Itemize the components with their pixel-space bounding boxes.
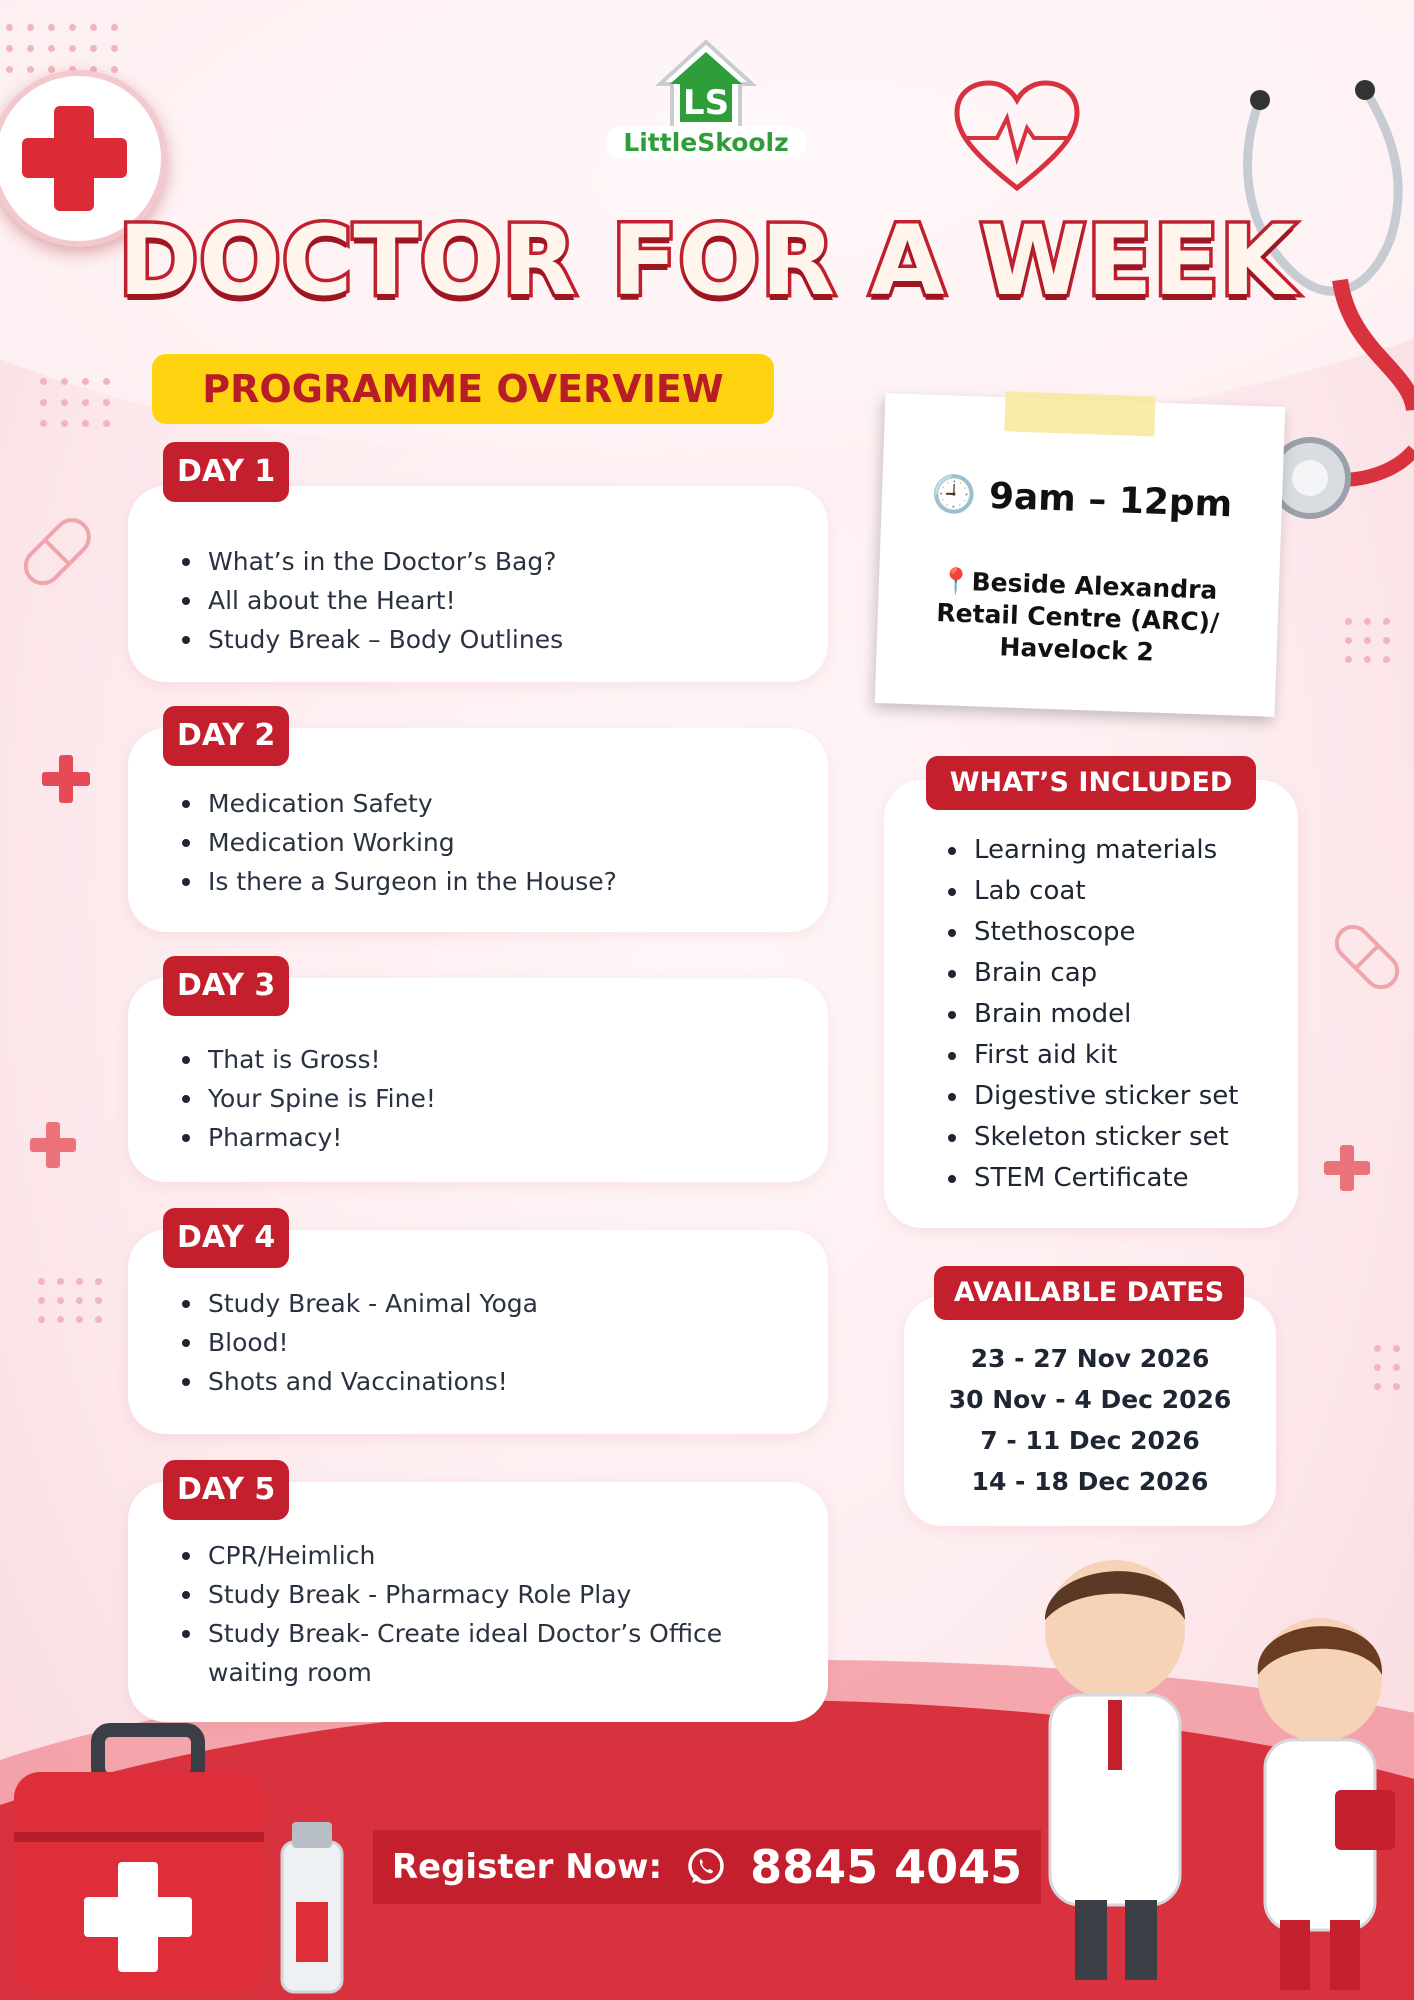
available-dates-heading: AVAILABLE DATES: [934, 1266, 1244, 1320]
dot-pattern: [38, 1278, 102, 1323]
list-item: Lab coat: [974, 871, 1298, 912]
list-item: First aid kit: [974, 1035, 1298, 1076]
list-item: Pharmacy!: [208, 1118, 828, 1157]
phone-number[interactable]: 8845 4045: [750, 1840, 1023, 1894]
session-location: 📍Beside Alexandra Retail Centre (ARC)/ Havelock 2: [935, 566, 1220, 667]
list-item: Brain cap: [974, 953, 1298, 994]
list-item: Digestive sticker set: [974, 1076, 1298, 1117]
list-item: Skeleton sticker set: [974, 1117, 1298, 1158]
list-item: That is Gross!: [208, 1040, 828, 1079]
dot-pattern: [6, 24, 118, 73]
register-label: Register Now:: [391, 1847, 663, 1887]
list-item: Blood!: [208, 1323, 828, 1362]
logo-mark: LS: [682, 83, 730, 123]
littleskoolz-logo: [606, 38, 806, 168]
plus-icon: [1324, 1145, 1370, 1191]
whatsapp-icon: [686, 1847, 726, 1887]
day-label: DAY 5: [163, 1460, 289, 1520]
list-item: Is there a Surgeon in the House?: [208, 862, 828, 901]
list-item-continued: waiting room: [208, 1658, 372, 1687]
day-label: DAY 3: [163, 956, 289, 1016]
list-item: Study Break - Pharmacy Role Play: [208, 1575, 828, 1614]
list-item: Medication Safety: [208, 784, 828, 823]
list-item: Study Break – Body Outlines: [208, 620, 828, 659]
list-item: What’s in the Doctor’s Bag?: [208, 542, 828, 581]
page-title: DOCTOR FOR A WEEK: [118, 205, 1296, 317]
list-item: CPR/Heimlich: [208, 1536, 828, 1575]
dot-pattern: [1374, 1345, 1400, 1390]
list-item: Your Spine is Fine!: [208, 1079, 828, 1118]
capsule-icon: [10, 505, 105, 600]
date-item: 23 - 27 Nov 2026: [970, 1344, 1210, 1373]
day-label: DAY 1: [163, 442, 289, 502]
date-item: 7 - 11 Dec 2026: [980, 1426, 1200, 1455]
capsule-icon: [1325, 915, 1410, 1000]
tape-strip: [1004, 391, 1155, 436]
date-item: 14 - 18 Dec 2026: [971, 1467, 1209, 1496]
dot-pattern: [40, 378, 110, 427]
house-logo-icon: [656, 38, 756, 133]
kid-doctors-illustration: [1020, 1520, 1414, 2000]
list-item: STEM Certificate: [974, 1158, 1298, 1199]
list-item: Medication Working: [208, 823, 828, 862]
logo-word-little: Little: [623, 128, 698, 157]
logo-wordmark: [606, 126, 806, 159]
plus-icon: [30, 1122, 76, 1168]
day-card: [128, 486, 828, 682]
list-item: Study Break - Animal Yoga: [208, 1284, 828, 1323]
programme-overview-heading: PROGRAMME OVERVIEW: [152, 354, 774, 424]
list-item: Learning materials: [974, 830, 1298, 871]
register-bar[interactable]: [373, 1830, 1041, 1904]
plus-icon: [42, 755, 90, 803]
day-label: DAY 4: [163, 1208, 289, 1268]
time-location-note: [875, 393, 1286, 717]
date-item: 30 Nov - 4 Dec 2026: [948, 1385, 1232, 1414]
list-item: Brain model: [974, 994, 1298, 1035]
list-item: Stethoscope: [974, 912, 1298, 953]
logo-word-skoolz: Skoolz: [697, 128, 789, 157]
day-label: DAY 2: [163, 706, 289, 766]
whats-included-heading: WHAT’S INCLUDED: [926, 756, 1256, 810]
list-item: All about the Heart!: [208, 581, 828, 620]
first-aid-kit-illustration: [14, 1722, 344, 2000]
session-time: 🕘 9am – 12pm: [930, 473, 1233, 526]
dot-pattern: [1345, 618, 1390, 663]
included-card: [884, 780, 1298, 1228]
list-item: Study Break- Create ideal Doctor’s Office: [208, 1614, 828, 1653]
list-item: Shots and Vaccinations!: [208, 1362, 828, 1401]
dates-card: [904, 1296, 1276, 1526]
heartbeat-icon: [952, 78, 1082, 198]
